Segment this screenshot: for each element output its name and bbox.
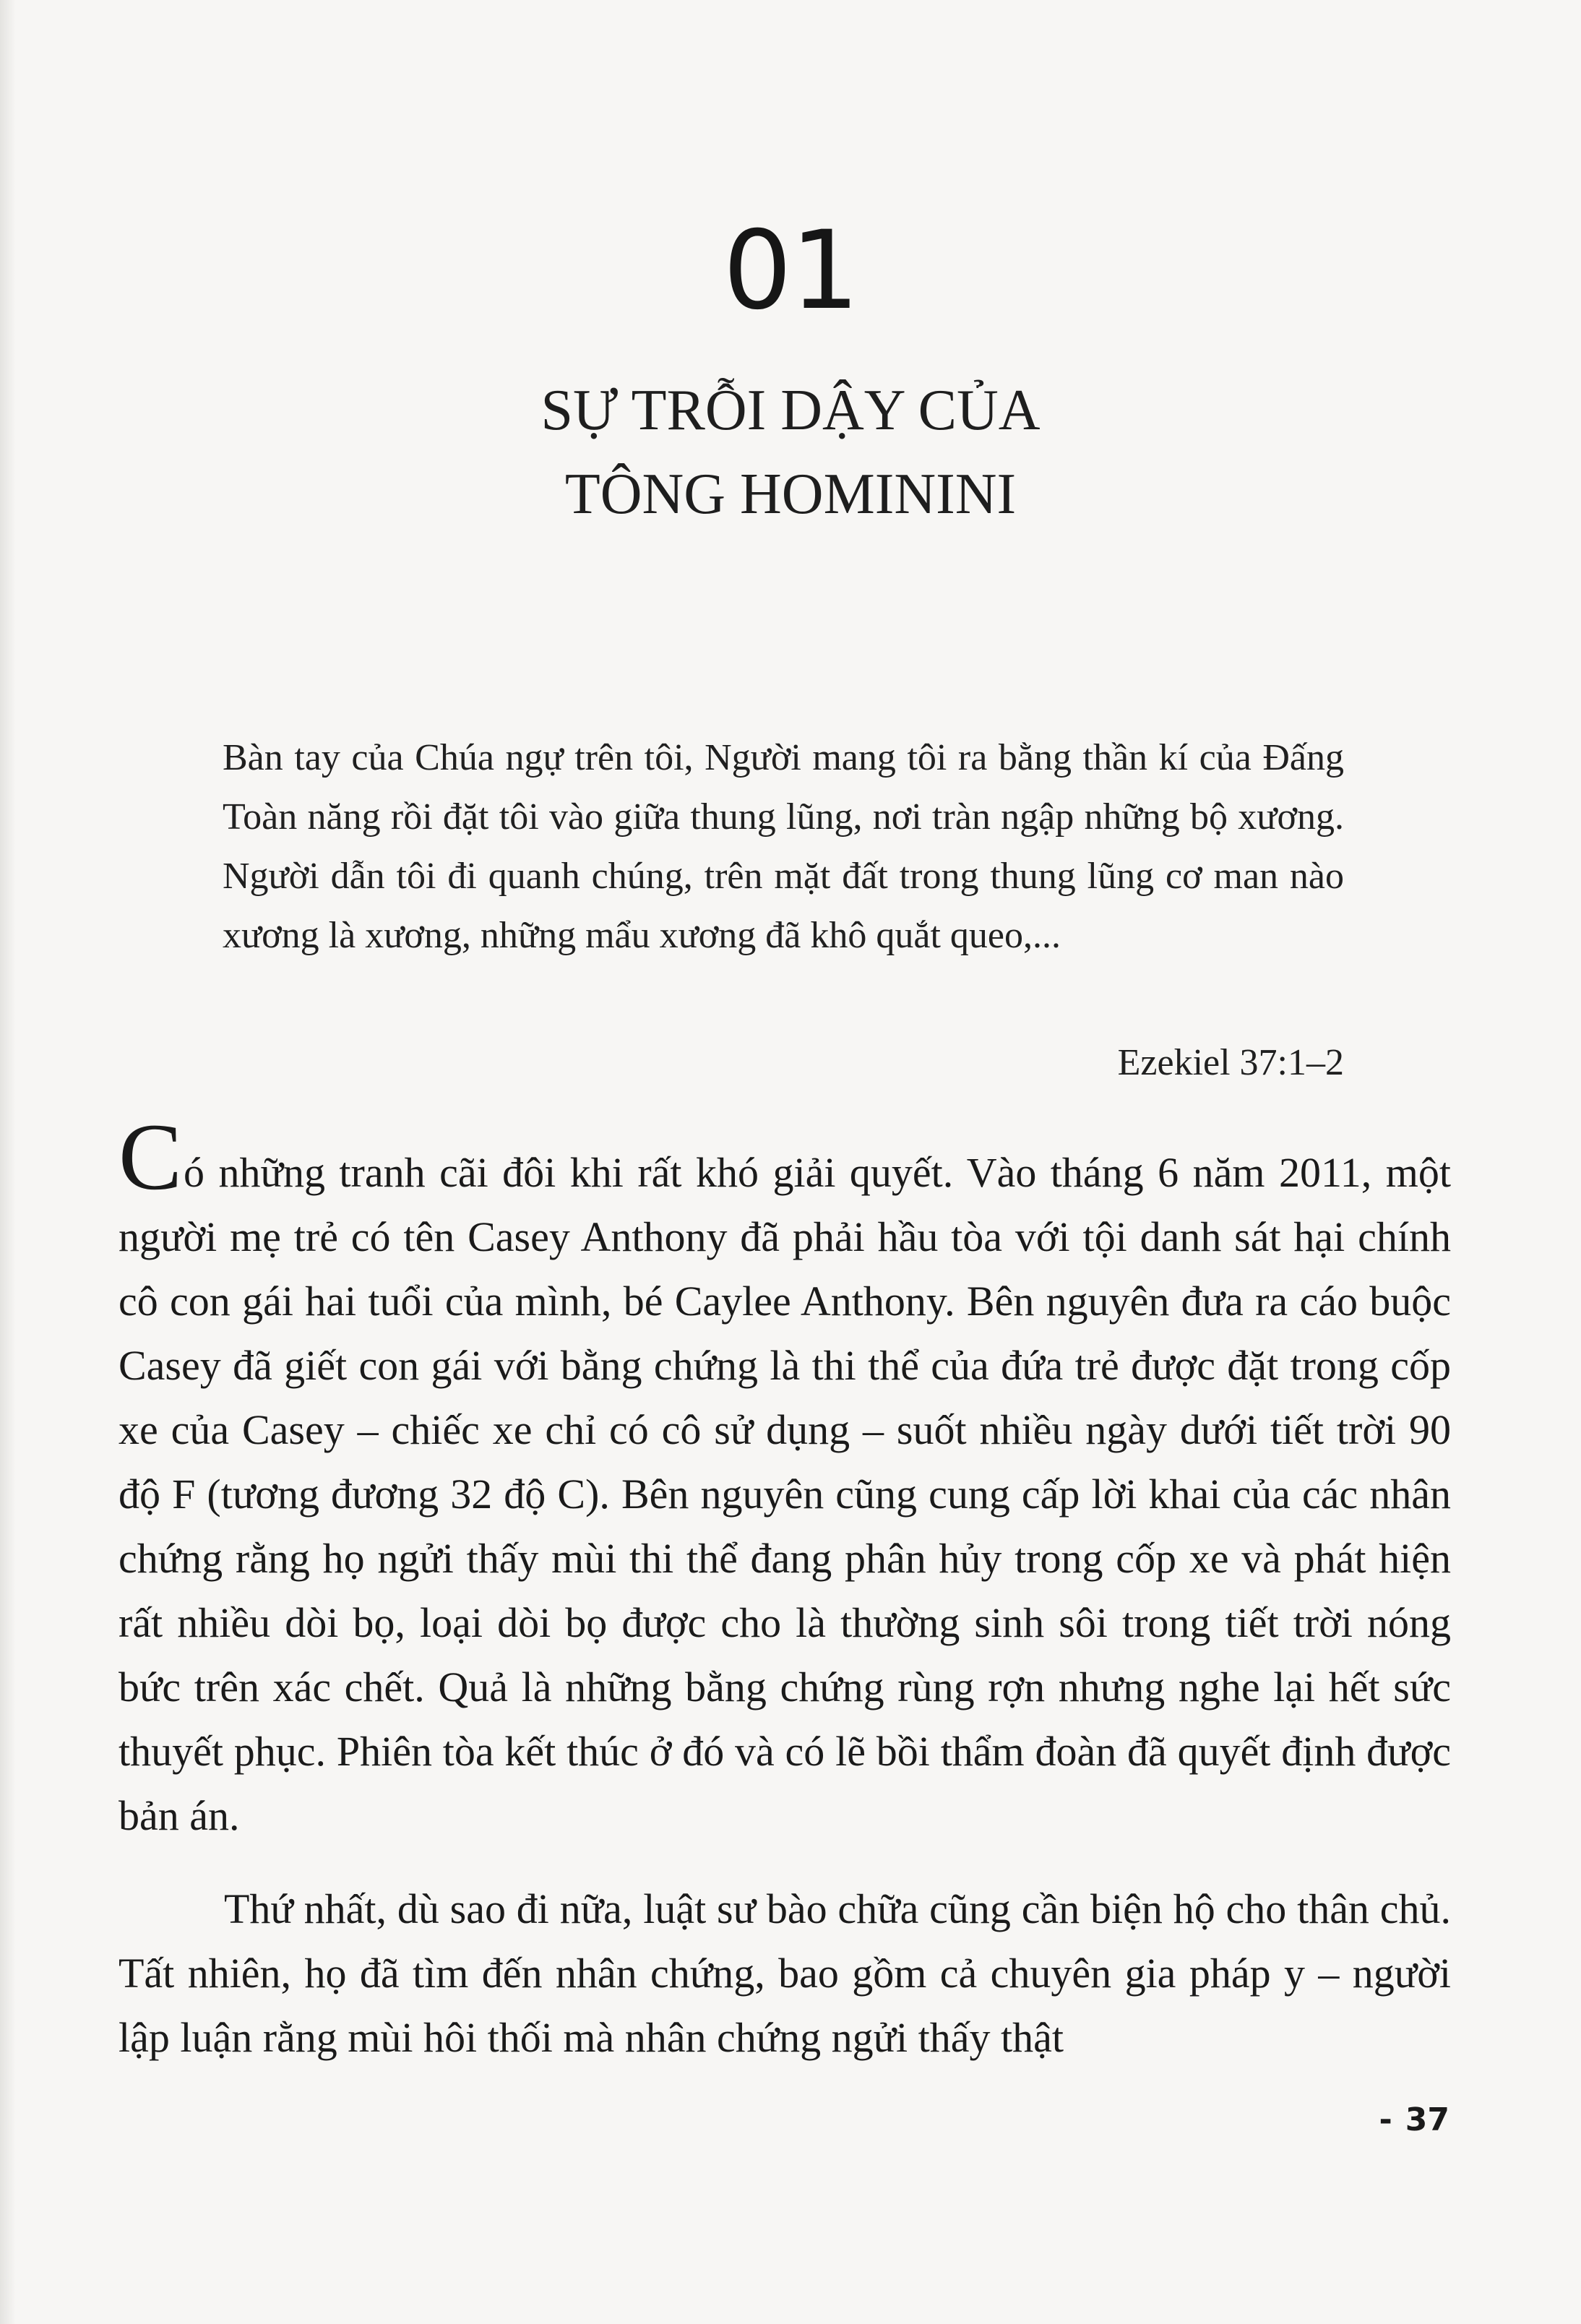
chapter-title — [0, 369, 1581, 536]
drop-cap: C — [119, 1103, 183, 1210]
page-number-value: 37 — [1405, 2101, 1449, 2138]
page-edge-shadow — [0, 0, 16, 2324]
page-number-dash: - — [1379, 2101, 1392, 2138]
chapter-title-line-1: SỰ TRỖI DẬY CỦA — [540, 379, 1041, 442]
paragraph-2: Thứ nhất, dù sao đi nữa, luật sư bào chữa cũng cần biện hộ cho thân chủ. Tất nhiên, họ đã tìm đến nhân chứng, bao gồm cả chuyên gia pháp y – người lập luận rằng mùi hôi thối mà nhân chứng ngửi thấy thật — [119, 1885, 1451, 2061]
epigraph-quote: Bàn tay của Chúa ngự trên tôi, Người mang tôi ra bằng thần kí của Đấng Toàn năng rồi đặt tôi vào giữa thung lũng, nơi tràn ngập những bộ xương. Người dẫn tôi đi quanh chúng, trên mặt đất trong thung lũng cơ man nào xương là xương, những mẩu xương đã khô quắt queo,... — [223, 737, 1344, 956]
body-text — [119, 1103, 1451, 2070]
epigraph-source: Ezekiel 37:1–2 — [1117, 1042, 1344, 1083]
page-number — [1379, 2101, 1450, 2138]
chapter-title-line-2: TÔNG HOMININI — [564, 462, 1017, 526]
paragraph-1 — [119, 1103, 1451, 1848]
paragraph-1-text: ó những tranh cãi đôi khi rất khó giải quyết. Vào tháng 6 năm 2011, một người mẹ trẻ có tên Casey Anthony đã phải hầu tòa với tội danh sát hại chính cô con gái hai tuổi của mình, bé Caylee Anthony. Bên nguyên đưa ra cáo buộc Casey đã giết con gái với bằng chứng là thi thể của đứa trẻ được đặt trong cốp xe của Casey – chiếc xe chỉ có cô sử dụng – suốt nhiều ngày dưới tiết trời 90 độ F (tương đương 32 độ C). Bên nguyên cũng cung cấp lời khai của các nhân chứng rằng họ ngửi thấy mùi thi thể đang phân hủy trong cốp xe và phát hiện rất nhiều dòi bọ, loại dòi bọ được cho là thường sinh sôi trong tiết trời nóng bức trên xác chết. Quả là những bằng chứng rùng rợn nhưng nghe lại hết sức thuyết phục. Phiên tòa kết thúc ở đó và có lẽ bồi thẩm đoàn đã quyết định được bản án. — [119, 1149, 1451, 1839]
chapter-number: 01 — [723, 208, 858, 334]
